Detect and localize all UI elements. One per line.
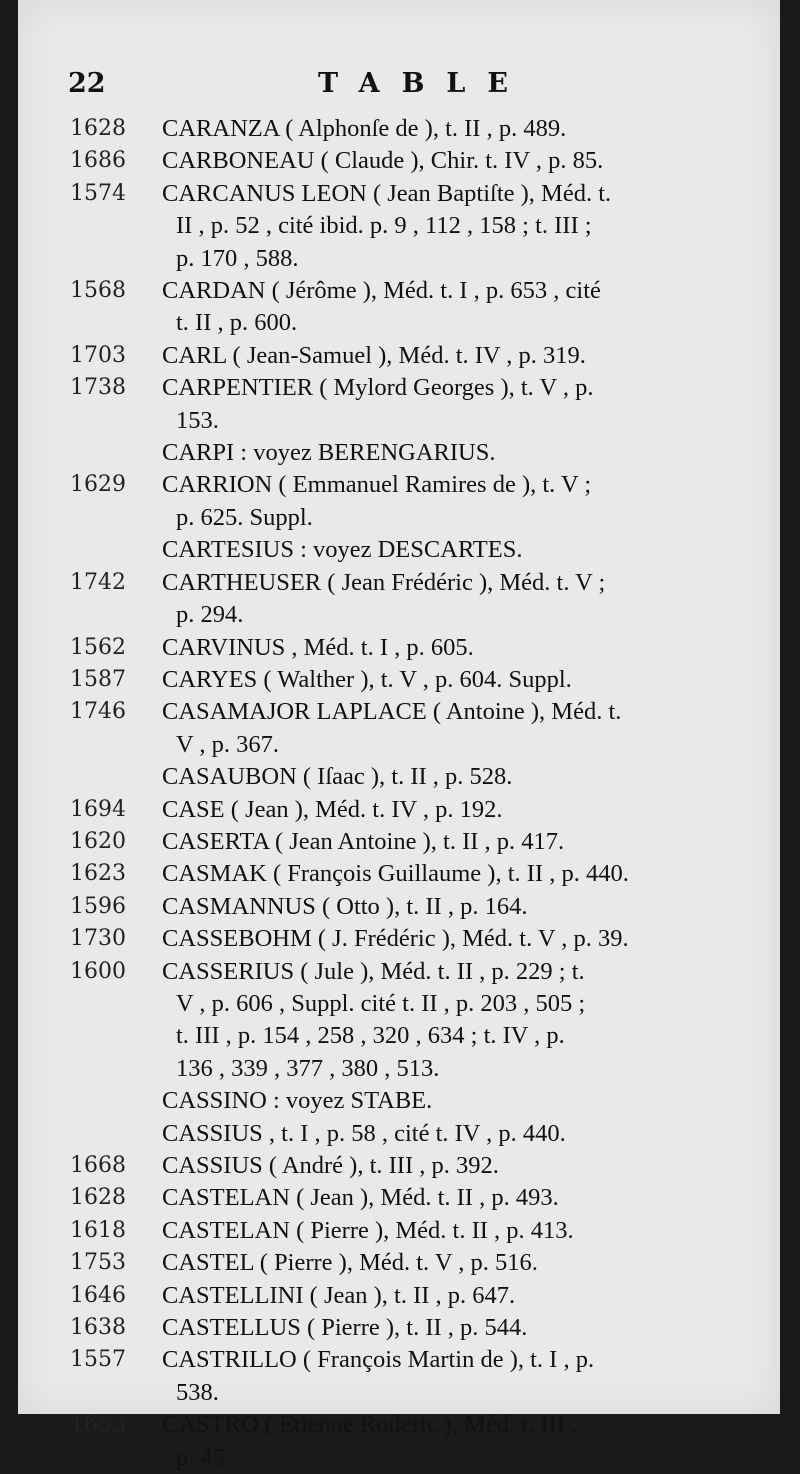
entry-line: CASTEL ( Pierre ), Méd. t. V , p. 516. (162, 1249, 538, 1277)
entry-line: CARL ( Jean-Samuel ), Méd. t. IV , p. 319. (162, 341, 586, 369)
entry-line: CASMAK ( François Guillaume ), t. II , p. 440. (162, 860, 629, 888)
entry-text (162, 437, 768, 469)
entry-line: CASAMAJOR LAPLACE ( Antoine ), Méd. t. (162, 698, 622, 726)
index-entries (70, 113, 768, 1474)
entry-line: CASSEBOHM ( J. Frédéric ), Méd. t. V , p. 39. (162, 925, 629, 953)
entry-line: CASE ( Jean ), Méd. t. IV , p. 192. (162, 795, 503, 823)
index-entry (70, 1344, 768, 1409)
entry-year: 1574 (70, 180, 126, 206)
index-entry (70, 1150, 768, 1182)
entry-line: V , p. 367. (176, 730, 280, 758)
entry-year: 1646 (70, 1282, 126, 1308)
index-entry (70, 761, 768, 793)
entry-text (162, 567, 768, 632)
entry-line: CASTELAN ( Pierre ), Méd. t. II , p. 413. (162, 1216, 574, 1244)
entry-text (162, 1344, 768, 1409)
entry-line: II , p. 52 , cité ibid. p. 9 , 112 , 158 ; t. III ; (176, 212, 592, 240)
entry-text (162, 696, 768, 761)
index-entry (70, 372, 768, 437)
entry-year: 1738 (70, 375, 126, 401)
index-entry (70, 794, 768, 826)
index-entry (70, 858, 768, 890)
index-entry (70, 437, 768, 469)
entry-year: 1746 (70, 699, 126, 725)
entry-text (162, 923, 768, 955)
entry-year: 1686 (70, 148, 126, 174)
entry-text (162, 113, 768, 145)
entry-year: 1668 (70, 1153, 126, 1178)
index-entry (70, 469, 768, 534)
entry-text (162, 1312, 768, 1344)
entry-year: 1653 (70, 1412, 126, 1438)
entry-line: CASTELAN ( Jean ), Méd. t. II , p. 493. (162, 1184, 559, 1212)
entry-line: t. III , p. 154 , 258 , 320 , 634 ; t. IV , p. (176, 1022, 565, 1050)
entry-year: 1694 (70, 796, 126, 822)
entry-year: 1620 (70, 828, 126, 854)
entry-line: CARRION ( Emmanuel Ramires de ), t. V ; (162, 471, 592, 499)
entry-line: CASAUBON ( Iſaac ), t. II , p. 528. (162, 763, 513, 791)
index-entry (70, 826, 768, 858)
entry-text (162, 664, 768, 696)
index-entry (70, 275, 768, 340)
entry-line: CASTRILLO ( François Martin de ), t. I , p. (162, 1346, 595, 1374)
index-entry (70, 1182, 768, 1214)
entry-text (162, 632, 768, 664)
entry-line: CARVINUS , Méd. t. I , p. 605. (162, 633, 474, 661)
entry-line: p. 294. (176, 601, 244, 629)
entry-line: 153. (176, 406, 219, 434)
entry-year: 1629 (70, 472, 126, 498)
entry-text (162, 1215, 768, 1247)
entry-line: CASSINO : voyez STABE. (162, 1087, 433, 1115)
index-entry (70, 696, 768, 761)
entry-text (162, 1150, 768, 1182)
index-entry (70, 1280, 768, 1312)
index-entry (70, 113, 768, 145)
index-entry (70, 1409, 768, 1474)
entry-year: 1703 (70, 342, 126, 368)
entry-line: CARTESIUS : voyez DESCARTES. (162, 536, 523, 564)
entry-text (162, 178, 768, 275)
index-entry (70, 1118, 768, 1150)
entry-text (162, 372, 768, 437)
entry-text (162, 1280, 768, 1312)
index-entry (70, 178, 768, 275)
entry-line: 136 , 339 , 377 , 380 , 513. (176, 1054, 440, 1082)
entry-text (162, 858, 768, 890)
entry-line: p. 625. Suppl. (176, 503, 313, 531)
index-entry (70, 340, 768, 372)
entry-text (162, 956, 768, 1086)
entry-text (162, 1247, 768, 1279)
index-entry (70, 632, 768, 664)
entry-line: CARCANUS LEON ( Jean Baptiſte ), Méd. t. (162, 179, 612, 207)
page-header (68, 68, 760, 110)
entry-year: 1568 (70, 278, 126, 304)
index-entry (70, 1215, 768, 1247)
entry-line: CARYES ( Walther ), t. V , p. 604. Suppl. (162, 665, 572, 693)
entry-line: CARPENTIER ( Mylord Georges ), t. V , p. (162, 374, 594, 402)
entry-line: V , p. 606 , Suppl. cité t. II , p. 203 , 505 ; (176, 989, 586, 1017)
index-entry (70, 1085, 768, 1117)
book-page (18, 0, 780, 1471)
entry-line: CASSIUS , t. I , p. 58 , cité t. IV , p. 440. (162, 1119, 566, 1147)
entry-line: CASMANNUS ( Otto ), t. II , p. 164. (162, 892, 528, 920)
entry-year: 1587 (70, 666, 126, 692)
entry-line: CASTELLINI ( Jean ), t. II , p. 647. (162, 1281, 516, 1309)
entry-year: 1638 (70, 1315, 126, 1341)
entry-text (162, 826, 768, 858)
entry-line: p. 45. (176, 1443, 232, 1471)
entry-year: 1628 (70, 116, 126, 141)
entry-year: 1742 (70, 569, 126, 595)
entry-year: 1557 (70, 1347, 126, 1373)
entry-text (162, 1409, 768, 1474)
index-entry (70, 1247, 768, 1279)
entry-line: CASERTA ( Jean Antoine ), t. II , p. 417. (162, 827, 565, 855)
entry-line: p. 170 , 588. (176, 244, 299, 272)
entry-year: 1730 (70, 926, 126, 952)
entry-text (162, 534, 768, 566)
index-entry (70, 956, 768, 1086)
entry-text (162, 340, 768, 372)
entry-line: CASSIUS ( André ), t. III , p. 392. (162, 1152, 499, 1179)
entry-year: 1753 (70, 1250, 126, 1276)
index-entry (70, 1312, 768, 1344)
entry-text (162, 469, 768, 534)
running-title: TABLE (318, 68, 530, 99)
entry-text (162, 761, 768, 793)
index-entry (70, 891, 768, 923)
entry-year: 1618 (70, 1217, 126, 1243)
entry-line: t. II , p. 600. (176, 309, 298, 337)
index-entry (70, 534, 768, 566)
entry-line: CARANZA ( Alphonſe de ), t. II , p. 489. (162, 115, 567, 142)
entry-line: CARDAN ( Jérôme ), Méd. t. I , p. 653 , cité (162, 277, 601, 305)
index-entry (70, 664, 768, 696)
entry-year: 1623 (70, 861, 126, 887)
entry-text (162, 794, 768, 826)
entry-text (162, 1182, 768, 1214)
index-entry (70, 923, 768, 955)
entry-line: CASTELLUS ( Pierre ), t. II , p. 544. (162, 1314, 528, 1342)
entry-line: CARTHEUSER ( Jean Frédéric ), Méd. t. V ; (162, 568, 606, 596)
entry-line: CASTRO ( Etienne Roderic ), Méd. t. III , (162, 1411, 578, 1439)
entry-text (162, 1085, 768, 1117)
entry-text (162, 1118, 768, 1150)
entry-line: CARBONEAU ( Claude ), Chir. t. IV , p. 85. (162, 147, 604, 175)
index-entry (70, 567, 768, 632)
entry-line: CASSERIUS ( Jule ), Méd. t. II , p. 229 ; t. (162, 957, 585, 985)
entry-line: CARPI : voyez BERENGARIUS. (162, 439, 496, 467)
page-number: 22 (68, 68, 106, 99)
entry-text (162, 275, 768, 340)
entry-year: 1596 (70, 893, 126, 919)
index-entry (70, 145, 768, 177)
entry-line: 538. (176, 1378, 219, 1406)
entry-year: 1562 (70, 634, 126, 660)
entry-text (162, 891, 768, 923)
entry-year: 1628 (70, 1185, 126, 1211)
entry-year: 1600 (70, 958, 126, 984)
entry-text (162, 145, 768, 177)
